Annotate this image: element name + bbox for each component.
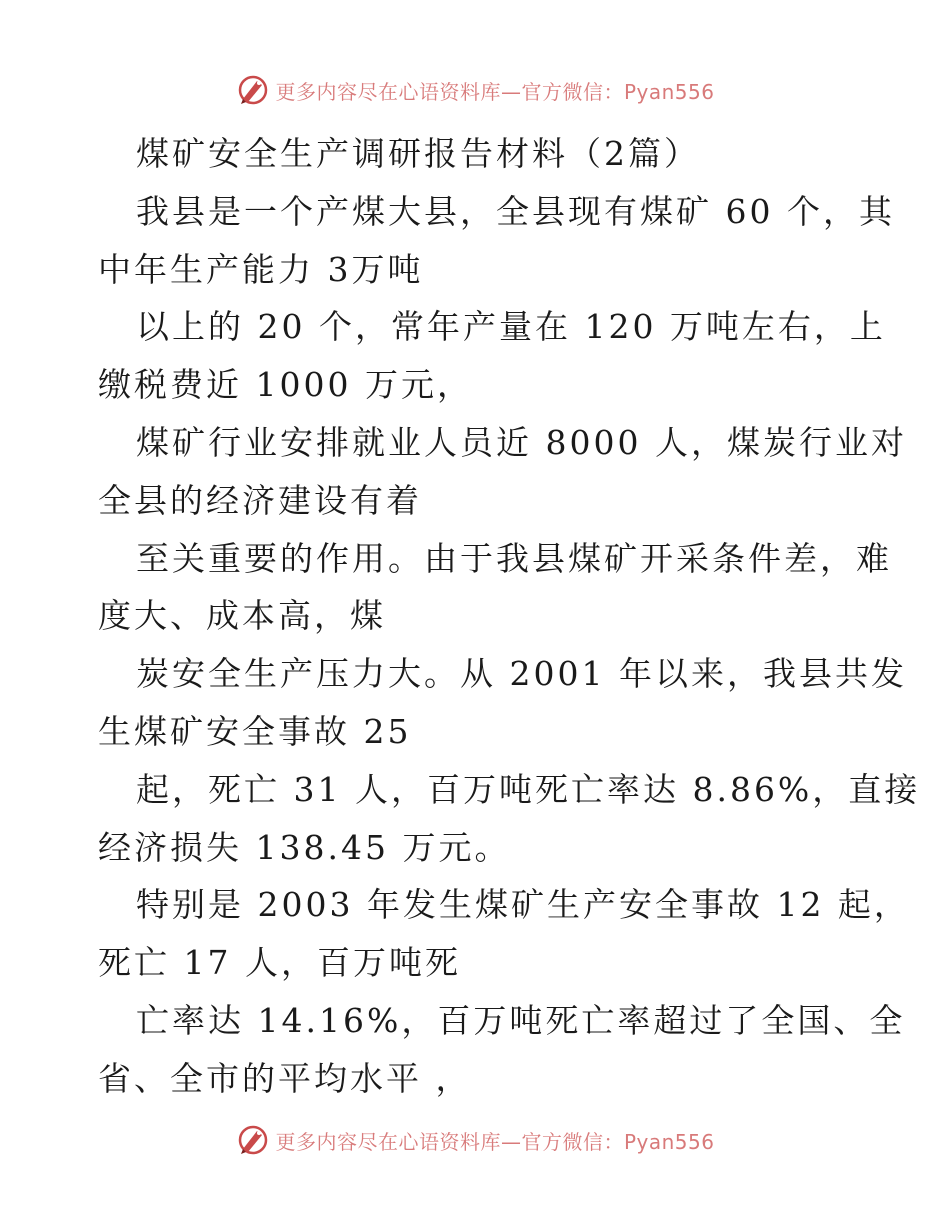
paragraph-line: 炭安全生产压力大。从 2001 年以来，我县共发 (136, 654, 907, 694)
paragraph-line: 亡率达 14.16%，百万吨死亡率超过了全国、全 (136, 1000, 906, 1040)
paragraph-line: 至关重要的作用。由于我县煤矿开采条件差，难 (136, 538, 892, 578)
watermark-text: 更多内容尽在心语资料库—官方微信：Pyan556 (275, 1129, 715, 1154)
pen-logo-icon (235, 72, 271, 108)
paragraph-line: 全县的经济建设有着 (98, 480, 422, 520)
pen-logo-icon (235, 1122, 271, 1158)
paragraph-line: 起，死亡 31 人，百万吨死亡率达 8.86%，直接 (136, 769, 921, 809)
header-watermark (0, 70, 950, 110)
paragraph-line: 经济损失 138.45 万元。 (98, 827, 511, 867)
footer-watermark (0, 1120, 950, 1160)
paragraph-line: 以上的 20 个，常年产量在 120 万吨左右，上 (136, 307, 886, 347)
paragraph-line: 死亡 17 人，百万吨死 (98, 943, 461, 983)
paragraph-line: 中年生产能力 3万吨 (98, 249, 424, 289)
paragraph-line: 生煤矿安全事故 25 (98, 711, 412, 751)
document-title: 煤矿安全生产调研报告材料（2篇） (136, 134, 700, 173)
paragraph-line: 我县是一个产煤大县，全县现有煤矿 60 个，其 (136, 191, 895, 231)
paragraph-line: 煤矿行业安排就业人员近 8000 人，煤炭行业对 (136, 422, 907, 462)
paragraph-line: 特别是 2003 年发生煤矿生产安全事故 12 起， (136, 885, 910, 925)
paragraph-line: 省、全市的平均水平 ， (98, 1058, 472, 1098)
document-body (98, 125, 921, 1108)
watermark-text: 更多内容尽在心语资料库—官方微信：Pyan556 (275, 79, 715, 104)
paragraph-line: 度大、成本高，煤 (98, 596, 386, 636)
paragraph-line: 缴税费近 1000 万元， (98, 365, 473, 405)
